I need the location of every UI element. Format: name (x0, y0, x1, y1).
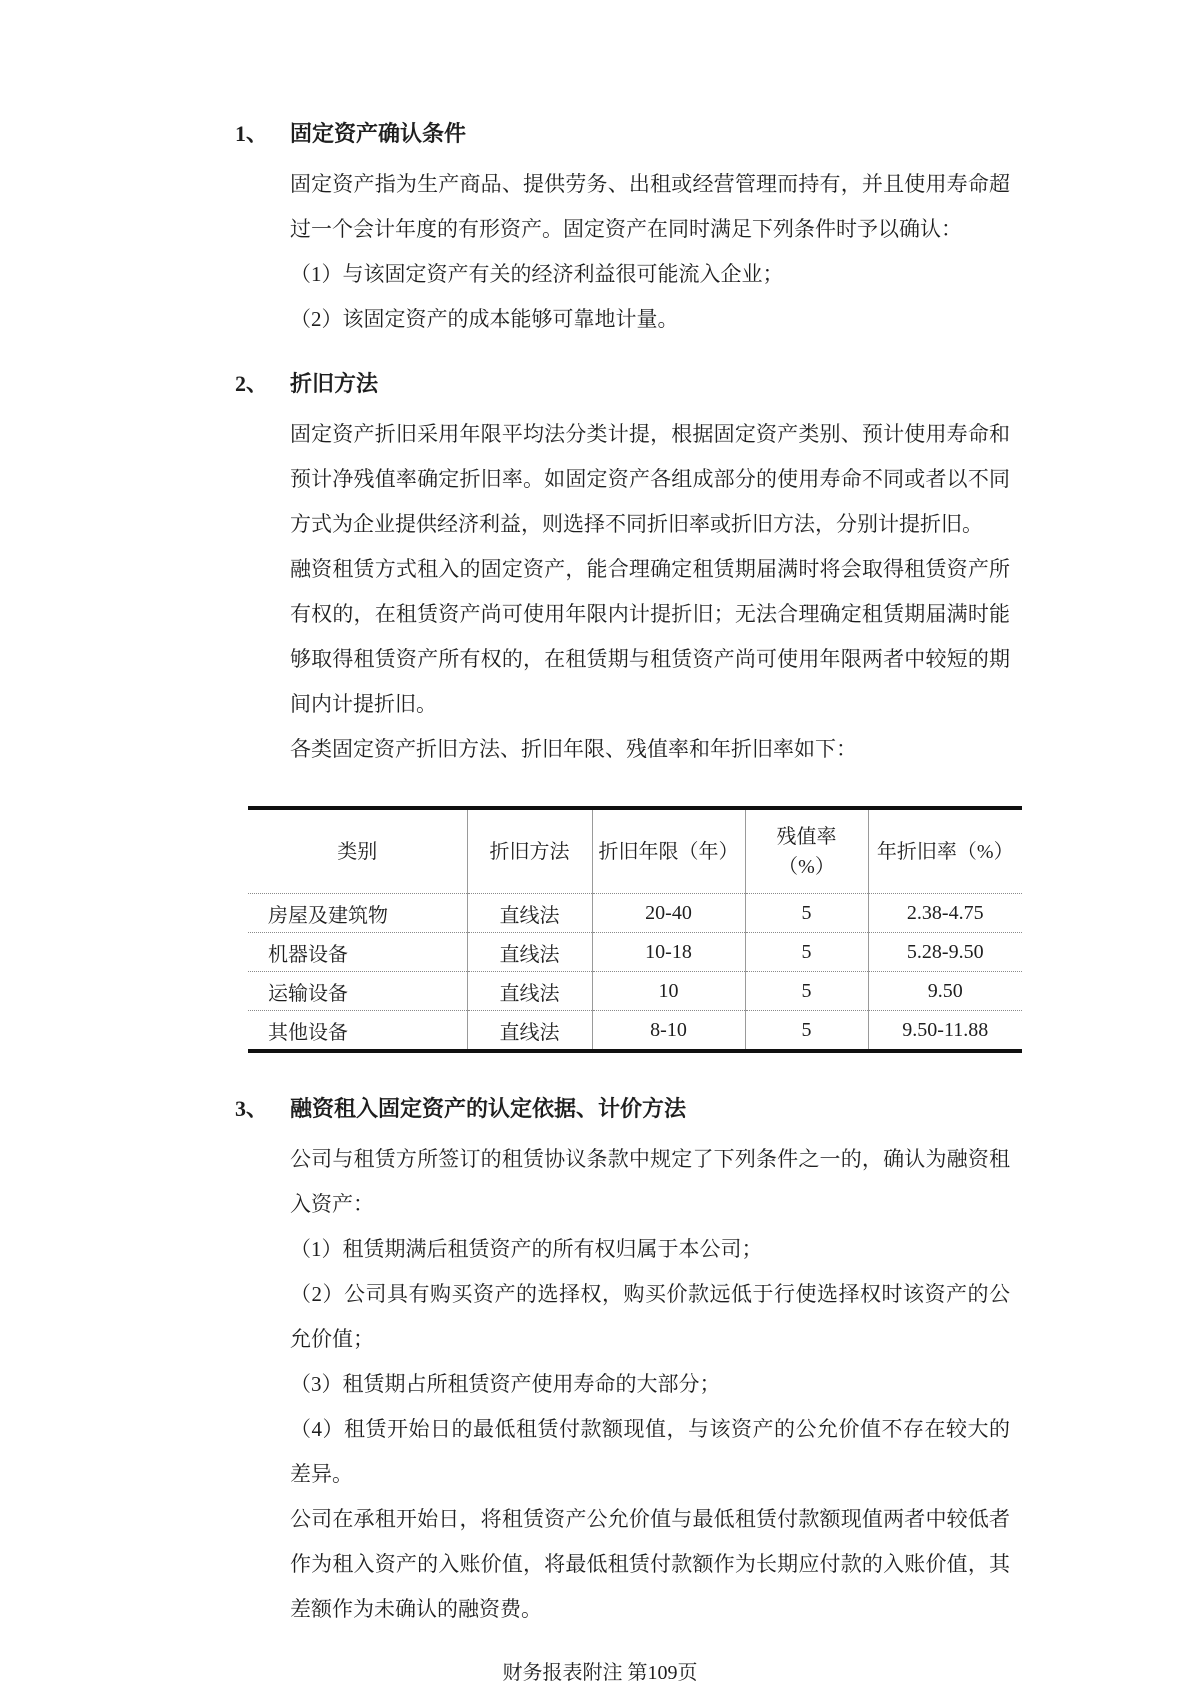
table-cell: 20-40 (592, 894, 745, 933)
list-item: （2）公司具有购买资产的选择权，购买价款远低于行使选择权时该资产的公允价值； (290, 1282, 1010, 1351)
section-title: 固定资产确认条件 (290, 121, 467, 146)
section-fixed-asset-recognition (235, 118, 1200, 342)
paragraph: 各类固定资产折旧方法、折旧年限、残值率和年折旧率如下： (290, 737, 857, 761)
table-cell: 其他设备 (268, 1021, 348, 1044)
section-title: 融资租入固定资产的认定依据、计价方法 (290, 1096, 687, 1121)
table-row (248, 1011, 1022, 1052)
header-residual-rate-line1: 残值率 (776, 825, 837, 848)
paragraph: 固定资产指为生产商品、提供劳务、出租或经营管理而持有，并且使用寿命超过一个会计年度的有形资产。固定资产在同时满足下列条件时予以确认： (290, 172, 1010, 241)
table-cell: 房屋及建筑物 (248, 894, 467, 933)
table-cell: 8-10 (592, 1011, 745, 1052)
section-heading (235, 118, 1200, 150)
paragraph: 公司与租赁方所签订的租赁协议条款中规定了下列条件之一的，确认为融资租入资产： (290, 1147, 1010, 1216)
table-header-row (248, 808, 1022, 894)
table-cell: 机器设备 (248, 933, 467, 972)
paragraph: 固定资产折旧采用年限平均法分类计提，根据固定资产类别、预计使用寿命和预计净残值率确定折旧率。如固定资产各组成部分的使用寿命不同或者以不同方式为企业提供经济利益，则选择不同折旧率或折旧方法，分别计提折旧。 (290, 422, 1010, 536)
table-cell: 10-18 (592, 933, 745, 972)
section-heading (235, 1093, 1200, 1125)
table-cell: 2.38-4.75 (868, 894, 1022, 933)
section-finance-lease-assets (235, 1093, 1200, 1632)
table-cell: 5 (745, 933, 868, 972)
table-cell: 9.50-11.88 (868, 1011, 1022, 1052)
header-years: 折旧年限（年） (592, 808, 745, 894)
section-body (290, 1137, 1010, 1632)
table-cell: 5.28-9.50 (868, 933, 1022, 972)
table-cell: 直线法 (467, 972, 592, 1011)
header-residual-rate (745, 808, 868, 894)
page-footer: 财务报表附注 第109页 (502, 1662, 698, 1684)
table-cell: 5 (745, 894, 868, 933)
list-item: （3）租赁期占所租赁资产使用寿命的大部分； (290, 1372, 721, 1396)
list-item: （1）租赁期满后租赁资产的所有权归属于本公司； (290, 1237, 763, 1261)
table-cell: 10 (592, 972, 745, 1011)
table-cell: 直线法 (467, 894, 592, 933)
section-heading (235, 368, 1200, 400)
table-cell: 运输设备 (248, 972, 467, 1011)
section-number: 3、 (235, 1096, 269, 1121)
section-number: 1、 (235, 121, 269, 146)
section-depreciation-method (235, 368, 1200, 1053)
list-item: （2）该固定资产的成本能够可靠地计量。 (290, 307, 679, 331)
table-row (248, 933, 1022, 972)
table-row (248, 972, 1022, 1011)
paragraph: 公司在承租开始日，将租赁资产公允价值与最低租赁付款额现值两者中较低者作为租入资产的入账价值，将最低租赁付款额作为长期应付款的入账价值，其差额作为未确认的融资费。 (290, 1507, 1010, 1621)
depreciation-table (248, 806, 1022, 1053)
header-annual-rate: 年折旧率（%） (868, 808, 1022, 894)
section-body (290, 162, 1010, 342)
table-cell: 直线法 (467, 1011, 592, 1052)
table-cell: 5 (745, 972, 868, 1011)
header-residual-rate-line2: （%） (778, 855, 835, 878)
depreciation-table-container (248, 806, 1022, 1053)
section-number: 2、 (235, 371, 269, 396)
paragraph: 融资租赁方式租入的固定资产，能合理确定租赁期届满时将会取得租赁资产所有权的，在租赁资产尚可使用年限内计提折旧；无法合理确定租赁期届满时能够取得租赁资产所有权的，在租赁期与租赁资产尚可使用年限两者中较短的期间内计提折旧。 (290, 557, 1010, 716)
section-body (290, 412, 1010, 772)
table-cell: 9.50 (868, 972, 1022, 1011)
header-method: 折旧方法 (467, 808, 592, 894)
list-item: （1）与该固定资产有关的经济利益很可能流入企业； (290, 262, 784, 286)
table-row (248, 894, 1022, 933)
table-cell: 5 (745, 1011, 868, 1052)
list-item: （4）租赁开始日的最低租赁付款额现值，与该资产的公允价值不存在较大的差异。 (290, 1417, 1010, 1486)
section-title: 折旧方法 (290, 371, 379, 396)
table-cell: 直线法 (467, 933, 592, 972)
header-category: 类别 (248, 808, 467, 894)
